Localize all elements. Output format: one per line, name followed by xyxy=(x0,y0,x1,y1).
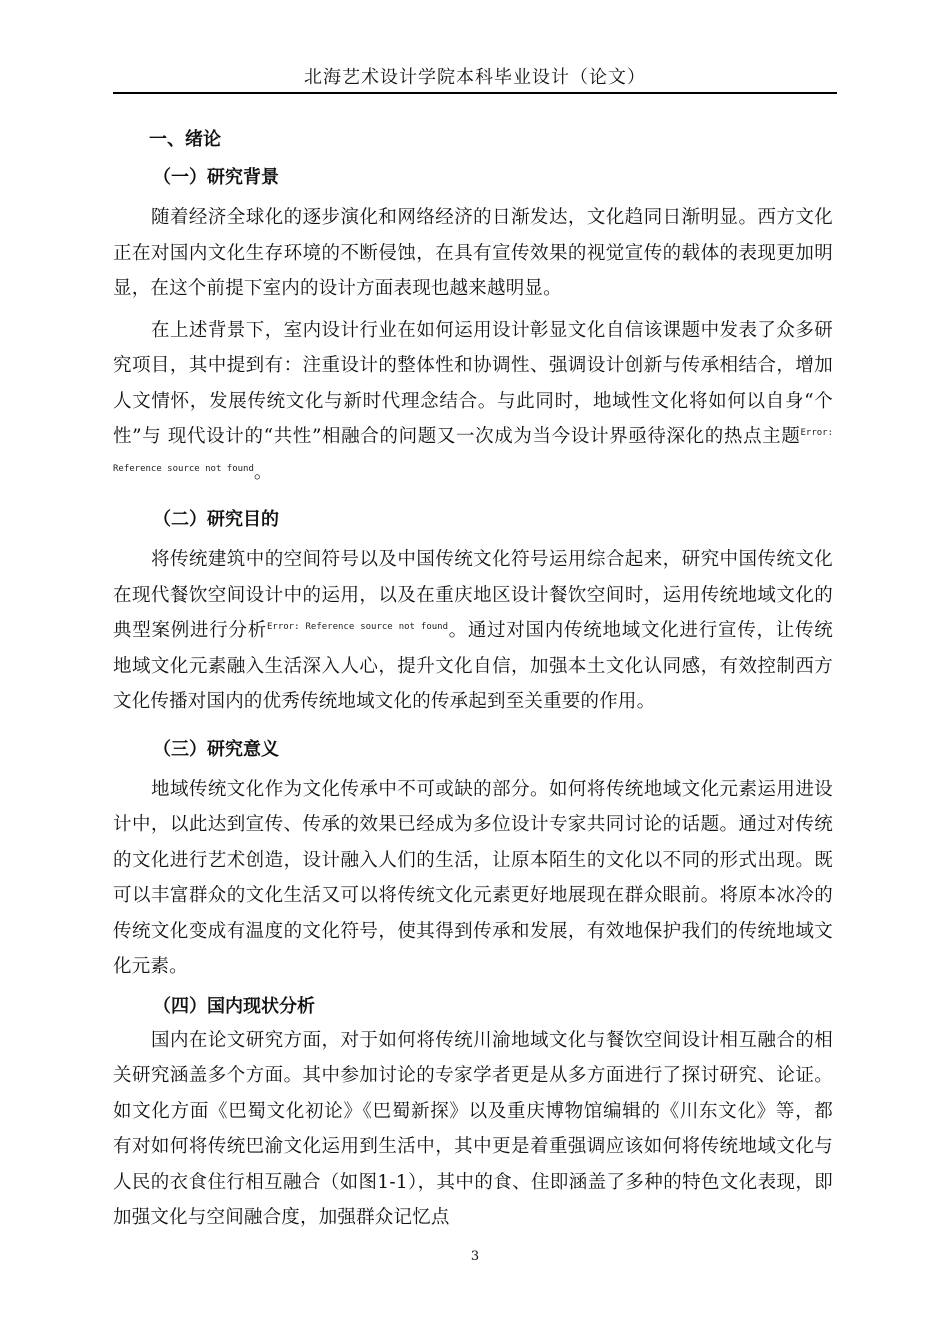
chapter-title: 一、绪论 xyxy=(149,129,221,150)
document-body xyxy=(113,124,833,1242)
paragraph-significance-1: 地域传统文化作为文化传承中不可或缺的部分。如何将传统地域文化元素运用进设计中，以此达到宣传、传承的效果已经成为多位设计专家共同讨论的话题。通过对传统的文化进行艺术创造，设计融入人们的生活，让原本陌生的文化以不同的形式出现。既可以丰富群众的文化生活又可以将传统文化元素更好地展现在群众眼前。将原本冰冷的传统文化变成有温度的文化符号，使其得到传承和发展，有效地保护我们的传统地域文化元素。 xyxy=(113,778,833,977)
paragraph-background-1: 随着经济全球化的逐步演化和网络经济的日渐发达，文化趋同日渐明显。西方文化正在对国内文化生存环境的不断侵蚀，在具有宣传效果的视觉宣传的载体的表现更加明显，在这个前提下室内的设计方面表现也越来越明显。 xyxy=(113,207,833,299)
paragraph-text-end: 。 xyxy=(253,461,273,483)
paragraph-text-end: 。通过对国内传统地域文化进行宣传，让传统地域文化元素融入生活深入人心，提升文化自信，加强本土文化认同感，有效控制西方文化传播对国内的优秀传统地域文化的传承起到至关重要的作用。 xyxy=(113,620,833,712)
paragraph-purpose-1 xyxy=(113,542,833,720)
section-title-purpose: （二）研究目的 xyxy=(153,509,279,530)
reference-error: Error: Reference source not found xyxy=(267,621,449,632)
header-title: 北海艺术设计学院本科毕业设计（论文） xyxy=(304,67,646,88)
paragraph-background-2 xyxy=(113,313,833,491)
paragraph-text: 在上述背景下，室内设计行业在如何运用设计彰显文化自信该课题中发表了众多研究项目，其中提到有：注重设计的整体性和协调性、强调设计创新与传承相结合，增加人文情怀，发展传统文化与新时代理念结合。与此同时，地域性文化将如何以自身“个性”与 现代设计的“共性”相融合的问题又一次成为当今设计界亟待深化的热点主题 xyxy=(113,319,833,447)
page-header xyxy=(113,66,837,94)
reference-error: Error: Reference source not found xyxy=(113,427,833,474)
paragraph-domestic-status-1: 国内在论文研究方面，对于如何将传统川渝地域文化与餐饮空间设计相互融合的相关研究涵盖多个方面。其中参加讨论的专家学者更是从多方面进行了探讨研究、论证。如文化方面《巴蜀文化初论》《巴蜀新探》以及重庆博物馆编辑的《川东文化》等，都有对如何将传统巴渝文化运用到生活中，其中更是着重强调应该如何将传统地域文化与人民的衣食住行相互融合（如图1-1），其中的食、住即涵盖了多种的特色文化表现，即加强文化与空间融合度，加强群众记忆点 xyxy=(113,1029,833,1228)
page-number: 3 xyxy=(470,1249,480,1264)
paragraph-text: 将传统建筑中的空间符号以及中国传统文化符号运用综合起来，研究中国传统文化在现代餐饮空间设计中的运用，以及在重庆地区设计餐饮空间时，运用传统地域文化的典型案例进行分析 xyxy=(113,549,833,641)
section-title-background: （一）研究背景 xyxy=(153,167,279,188)
section-title-significance: （三）研究意义 xyxy=(153,738,279,760)
section-title-domestic-status: （四）国内现状分析 xyxy=(153,995,315,1017)
